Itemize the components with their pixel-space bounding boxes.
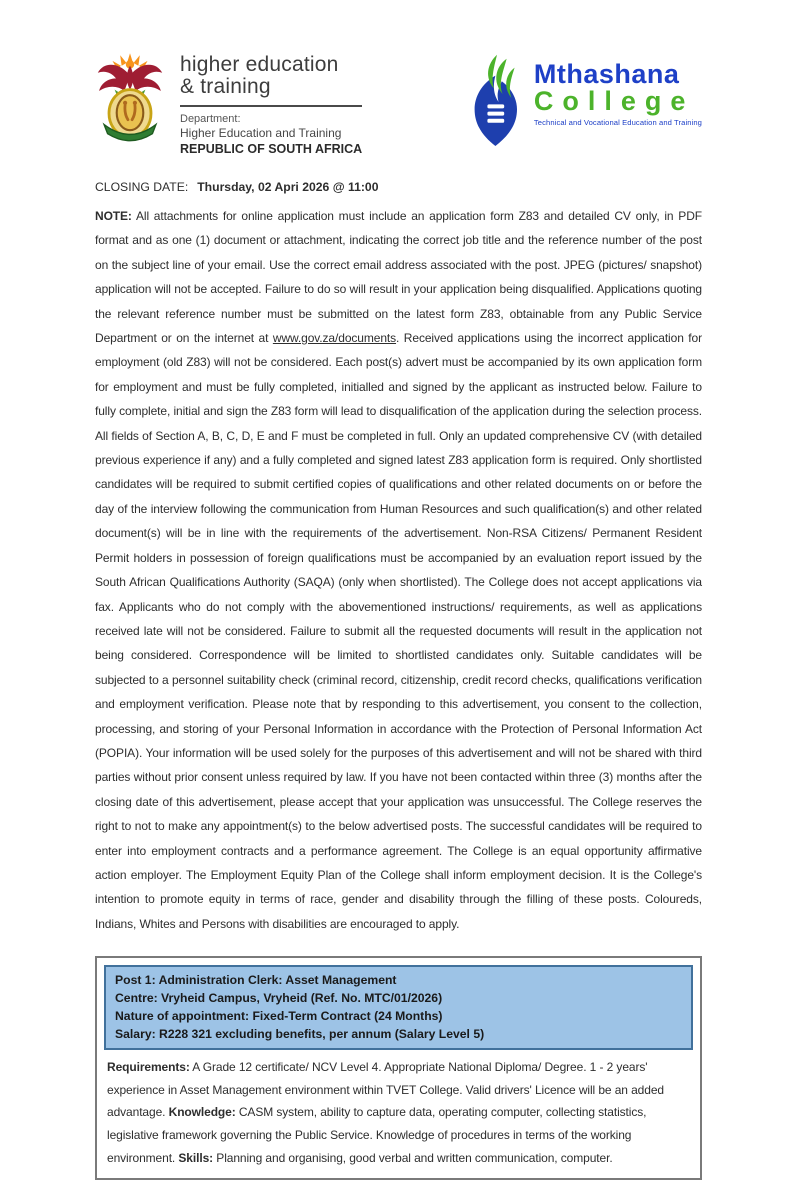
requirements-label: Requirements: [107, 1060, 190, 1075]
post-title: Post 1: Administration Clerk: Asset Management [115, 973, 397, 988]
post-centre: Centre: Vryheid Campus, Vryheid (Ref. No. MTC/01/2026) [115, 991, 443, 1006]
dhet-title-line2: & training [180, 75, 271, 98]
dhet-text-block [180, 52, 362, 157]
note-text-before-link: All attachments for online application must include an application form Z83 and detailed CV only, in PDF format and as one (1) document or attachment, indicating the correct job title and the reference number of the post on the subject line of your email. Use the correct email address associated with the post. JPEG (pictures/ snapshot) application will not be accepted. Failure to do so will result in your application being disqualified. Applications quoting the relevant reference number must be submitted on the latest form Z83, obtainable from any Public Service Department or on the internet at [95, 209, 702, 346]
college-name: Mthashana [533, 59, 680, 89]
note-label: NOTE: [95, 209, 132, 223]
requirements-text: A Grade 12 certificate/ NCV Level 4. Appropriate National Diploma/ Degree. 1 - 2 years' experience in Asset Management environment within TVET College. Valid drivers' Licence will be an added advantage. [107, 1060, 664, 1120]
post-1-box [95, 956, 702, 1180]
college-logo [469, 52, 702, 150]
dhet-country: REPUBLIC OF SOUTH AFRICA [180, 142, 363, 156]
post-1-header [104, 965, 693, 1050]
skills-label: Skills: [178, 1150, 214, 1165]
knowledge-label: Knowledge: [168, 1105, 236, 1120]
college-tagline: Technical and Vocational Education and Training [533, 118, 702, 127]
dhet-dept-name: Higher Education and Training [180, 126, 342, 140]
dhet-title-line1: higher education [180, 53, 339, 76]
closing-date-label: CLOSING DATE: [95, 180, 189, 194]
post-nature: Nature of appointment: Fixed-Term Contract (24 Months) [115, 1009, 443, 1024]
dhet-logo [95, 52, 362, 157]
knowledge-text: CASM system, ability to capture data, operating computer, collecting statistics, legislative framework governing the Public Service. Knowledge of procedures in terms of the working environment. [107, 1105, 647, 1165]
requirements-paragraph [104, 1050, 693, 1173]
mthashana-leaf-icon [469, 54, 525, 150]
college-text-block [534, 54, 702, 128]
sa-coat-of-arms-icon [95, 52, 165, 144]
dhet-wordmark [180, 54, 362, 107]
header [95, 52, 702, 158]
gov-documents-link[interactable]: www.gov.za/documents [272, 331, 397, 346]
skills-text: Planning and organising, good verbal and written communication, computer. [213, 1150, 613, 1165]
closing-date-value: Thursday, 02 Apri 2026 @ 11:00 [197, 180, 379, 194]
dhet-dept-label: Department: [180, 113, 241, 125]
note-paragraph [95, 204, 702, 936]
college-word: College [533, 86, 695, 116]
closing-date-line [95, 178, 702, 196]
post-salary: Salary: R228 321 excluding benefits, per annum (Salary Level 5) [115, 1027, 485, 1042]
note-text-after-link: . Received applications using the incorrect application for employment (old Z83) will not be considered. Each post(s) advert must be accompanied by its own application form for employment and must be fully completed, initialled and signed by the applicant as instructed below. Failure to fully complete, initial and sign the Z83 form will lead to disqualification of the application during the selection process. All fields of Section A, B, C, D, E and F must be completed in full. Only an updated comprehensive CV (with detailed previous experience if any) and a fully completed and signed latest Z83 application form is required. Only shortlisted candidates will be required to submit certified copies of qualifications and other related documents on or before the day of the interview following the communication from Human Resources and such qualification(s) and other related document(s) will be in line with the requirements of the advertisement. Non-RSA Citizens/ Permanent Resident Permit holders in possession of foreign qualifications must be accompanied by an evaluation report issued by the South African Qualifications Authority (SAQA) (only when shortlisted). The College does not accept applications via fax. Applicants who do not comply with the abovementioned instructions/ requirements, as well as applications received late will not be considered. Failure to submit all the requested documents will result in the application not being considered. Correspondence will be limited to shortlisted candidates only. Suitable candidates will be subjected to a personnel suitability check (criminal record, citizenship, credit record checks, qualifications verification and employment verification. Please note that by responding to this advertisement, you consent to the collection, processing, and storing of your Personal Information in accordance with the Protection of Personal Information Act (POPIA). Your information will be used solely for the purposes of this advertisement and will not be shared with third parties without prior consent unless required by law. If you have not been contacted within three (3) months after the closing date of this advertisement, please accept that your application was unsuccessful. The College reserves the right to not to make any appointment(s) to the below advertised posts. The successful candidates will be required to enter into employment contracts and a performance agreement. The College is an equal opportunity affirmative action employer. The Employment Equity Plan of the College shall inform employment decision. It is the College's intention to promote equity in terms of race, gender and disability through the filling of these posts. Coloureds, Indians, Whites and Persons with disabilities are encouraged to apply. [95, 331, 703, 931]
